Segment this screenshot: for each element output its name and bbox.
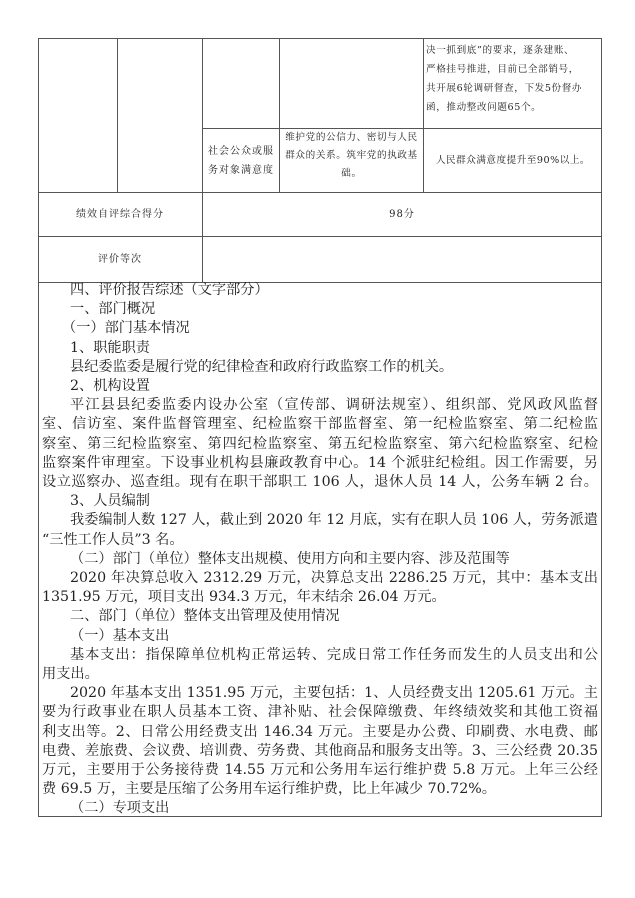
grade-value: [202, 236, 602, 282]
report-line: 利支出等。2、日常公用经费支出 146.34 万元。主要是办公费、印刷费、水电费、邮: [42, 723, 598, 740]
report-line: （一）部门基本情况: [62, 320, 190, 337]
table-divider: [279, 38, 280, 192]
cell-line: 决一抓到底”的要求，逐条建账、: [426, 45, 575, 56]
target-cell: 维护党的公信力、密切与人民群众的关系。筑牢党的执政基础。: [285, 132, 418, 179]
report-line: 二、部门（单位）整体支出管理及使用情况: [70, 608, 340, 625]
report-line: （二）部门（单位）整体支出规模、使用方向和主要内容、涉及范围等: [70, 550, 510, 567]
report-line: 平江县县纪委监委内设办公室（宣传部、调研法规室）、组织部、党风政风监督: [70, 397, 598, 414]
report-line: 室、信访室、案件监督管理室、纪检监察干部监督室、第一纪检监察室、第二纪检监: [42, 416, 598, 433]
report-line: 电费、差旅费、会议费、培训费、劳务费、其他商品和服务支出等。3、三公经费 20.35: [42, 742, 598, 759]
result-cell: 人民群众满意度提升至90%以上。: [435, 155, 591, 166]
report-line: 设立巡察办、巡查组。现有在职干部职工 106 人，退休人员 14 人，公务车辆 2 台。: [42, 474, 598, 490]
report-line: 监察案件审理室。下设事业机构县廉政教育中心。14 个派驻纪检组。因工作需要，另: [42, 454, 598, 471]
report-line: 基本支出：指保障单位机构正常运转、完成日常工作任务而发生的人员支出和公: [70, 646, 598, 663]
report-line: 要为行政事业在职人员基本工资、津补贴、社会保障缴费、年终绩效奖和其他工资福: [42, 704, 598, 721]
cell-line: 共开展6轮调研督查，下发5份督办: [426, 83, 583, 94]
report-line: 2020 年决算总收入 2312.29 万元，决算总支出 2286.25 万元，其中：基本支出: [70, 570, 598, 586]
table-divider: [117, 38, 118, 192]
report-line: 2020 年基本支出 1351.95 万元，主要包括：1、人员经费支出 1205.61 万元。主: [70, 685, 598, 702]
grade-label: 评价等次: [98, 253, 142, 265]
report-line: 1、职能职责: [70, 339, 150, 356]
report-line: 我委编制人数 127 人，截止到 2020 年 12 月底，实有在职人员 106 人，劳务派遣: [70, 512, 598, 529]
report-line: 四、评价报告综述（文字部分）: [70, 282, 269, 298]
report-line: 3、人员编制: [70, 493, 150, 510]
score-value: 98分: [389, 208, 415, 220]
report-line: 县纪委监委是履行党的纪律检查和政府行政监察工作的机关。: [70, 358, 454, 375]
report-line: （二）专项支出: [70, 800, 170, 817]
report-line: 万元，主要用于公务接待费 14.55 万元和公务用车运行维护费 5.8 万元。上年三公经: [42, 762, 598, 778]
report-line: “三性工作人员”3 名。: [42, 531, 184, 548]
report-line: 2、机构设置: [70, 378, 150, 394]
report-line: 1351.95 万元，项目支出 934.3 万元，年末结余 26.04 万元。: [42, 589, 446, 606]
report-line: 察室、第三纪检监察室、第四纪检监察室、第五纪检监察室、第六纪检监察室、纪检: [42, 435, 598, 452]
indicator-cell: 社会公众或服务对象满意度: [208, 145, 274, 176]
cell-line: 函，推动整改问题65个。: [426, 102, 542, 113]
result-cell-continued: [426, 41, 602, 117]
cell-line: 严格挂号推进，目前已全部销号，: [426, 64, 579, 75]
report-line: 费 69.5 万，主要是压缩了公务用车运行维护费，比上年减少 70.72%。: [42, 781, 496, 798]
report-line: （一）基本支出: [70, 627, 170, 644]
report-line: 用支出。: [42, 666, 99, 682]
report-line: 一、部门概况: [70, 301, 156, 318]
score-label: 绩效自评综合得分: [76, 208, 164, 220]
